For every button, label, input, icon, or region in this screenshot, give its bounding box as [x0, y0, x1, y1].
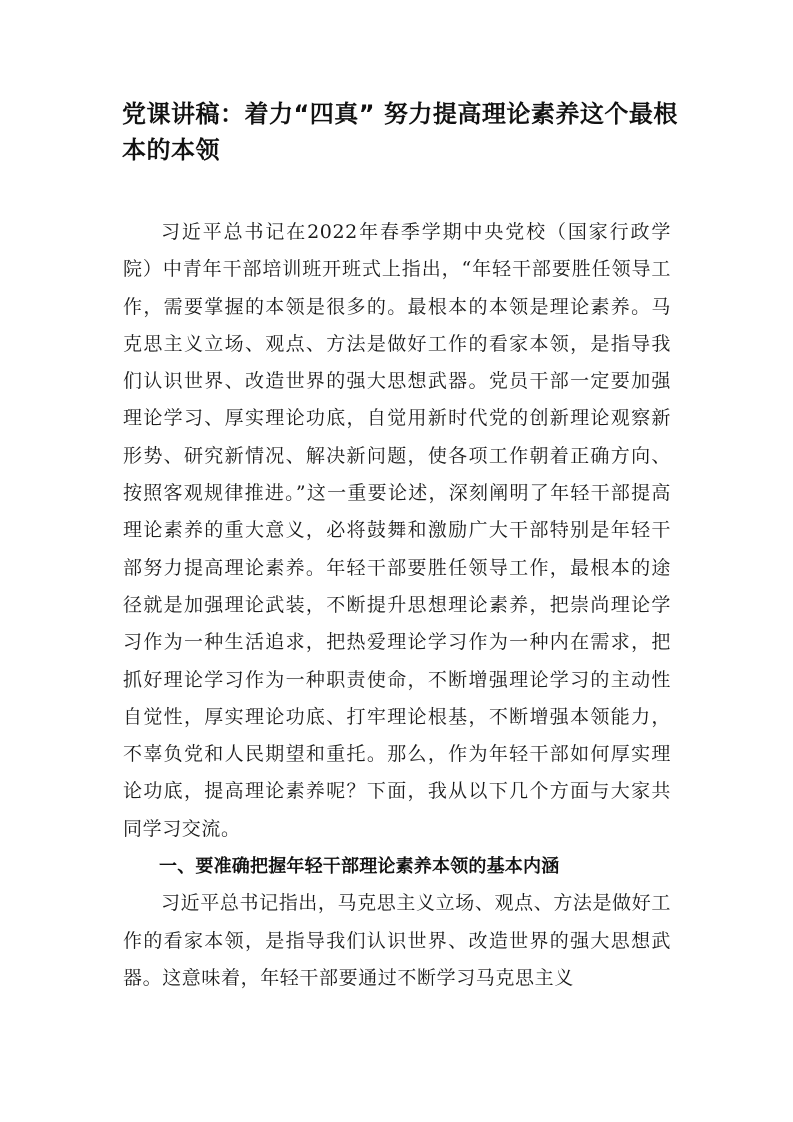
- document-body: [123, 214, 671, 997]
- intro-paragraph: 习近平总书记在2022年春季学期中央党校（国家行政学院）中青年干部培训班开班式上指出，“年轻干部要胜任领导工作，需要掌握的本领是很多的。最根本的本领是理论素养。马克思主义立场、观点、方法是做好工作的看家本领，是指导我们认识世界、改造世界的强大思想武器。党员干部一定要加强理论学习、厚实理论功底，自觉用新时代党的创新理论观察新形势、研究新情况、解决新问题，使各项工作朝着正确方向、按照客观规律推进。”这一重要论述，深刻阐明了年轻干部提高理论素养的重大意义，必将鼓舞和激励广大干部特别是年轻干部努力提高理论素养。年轻干部要胜任领导工作，最根本的途径就是加强理论武装，不断提升思想理论素养，把崇尚理论学习作为一种生活追求，把热爱理论学习作为一种内在需求，把抓好理论学习作为一种职责使命，不断增强理论学习的主动性自觉性，厚实理论功底、打牢理论根基，不断增强本领能力，不辜负党和人民期望和重托。那么，作为年轻干部如何厚实理论功底，提高理论素养呢？下面，我从以下几个方面与大家共同学习交流。: [123, 221, 671, 840]
- section-heading: 一、要准确把握年轻干部理论素养本领的基本内涵: [159, 856, 560, 878]
- section-paragraph: 习近平总书记指出，马克思主义立场、观点、方法是做好工作的看家本领，是指导我们认识世界、改造世界的强大思想武器。这意味着，年轻干部要通过不断学习马克思主义: [123, 892, 671, 989]
- document-title: 党课讲稿：着力“四真” 努力提高理论素养这个最根本的本领: [122, 100, 678, 164]
